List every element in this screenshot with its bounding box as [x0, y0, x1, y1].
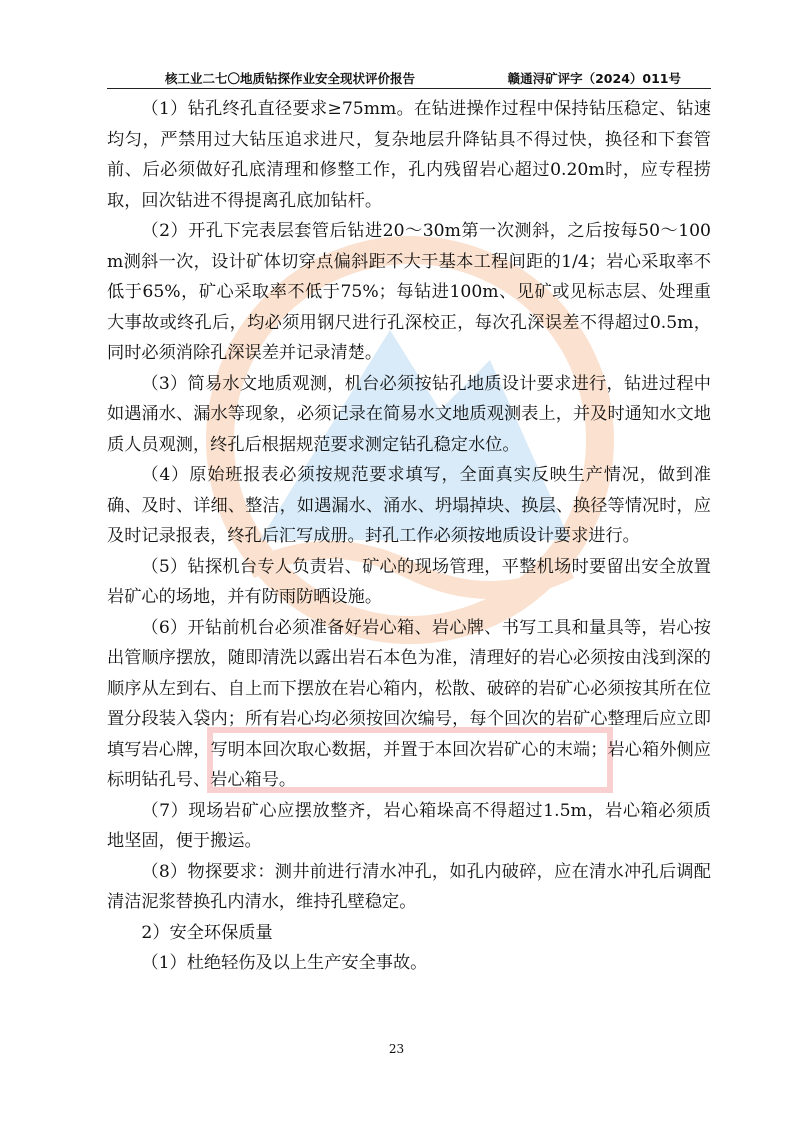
page-number: 23 — [388, 1042, 405, 1056]
paragraph-core-box: （6）开钻前机台必须准备好岩心箱、岩心牌、书写工具和量具等，岩心按出管顺序摆放，随即清洗以露出岩石本色为准，清理好的岩心必须按由浅到深的顺序从左到右、自上而下摆放在岩心箱内，松散、破碎的岩矿心必须按其所在位置分段装入袋内；所有岩心均必须按回次编号，每个回次的岩矿心整理后应立即填写岩心牌，写明本回次取心数据，并置于本回次岩矿心的末端；岩心箱外侧应标明钻孔号、岩心箱号。 — [107, 617, 711, 790]
paragraph-drilling-diameter: （1）钻孔终孔直径要求≥75mm。在钻进操作过程中保持钻压稳定、钻速均匀，严禁用过大钻压追求进尺，复杂地层升降钻具不得过快，换径和下套管前、后必须做好孔底清理和修整工作，孔内残留岩心超过0.20m时，应专程捞取，回次钻进不得提离孔底加钻杆。 — [107, 99, 711, 211]
paragraph-safety-goal: （1）杜绝轻伤及以上生产安全事故。 — [141, 953, 428, 973]
header-report-title: 核工业二七〇地质钻探作业安全现状评价报告 — [165, 71, 416, 86]
paragraph-core-site-management: （5）钻探机台专人负责岩、矿心的现场管理，平整机场时要留出安全放置岩矿心的场地，并有防雨防晒设施。 — [107, 556, 711, 607]
section-heading-safety-quality: 2）安全环保质量 — [141, 922, 273, 943]
header-document-number: 赣通浔矿评字（2024）011号 — [507, 71, 681, 86]
paragraph-hydrogeology: （3）简易水文地质观测，机台必须按钻孔地质设计要求进行，钻进过程中如遇涌水、漏水等现象，必须记录在简易水文地质观测表上，并及时通知水文地质人员观测，终孔后根据规范要求测定钻孔稳定水位。 — [107, 373, 711, 455]
document-body — [107, 94, 711, 979]
paragraph-inclination-survey: （2）开孔下完表层套管后钻进20～30m第一次测斜，之后按每50～100m测斜一次，设计矿体切穿点偏斜距不大于基本工程间距的1/4；岩心采取率不低于65%，矿心采取率不低于75%；每钻进100m、见矿或见标志层、处理重大事故或终孔后，均必须用钢尺进行孔深校正，每次孔深误差不得超过0.5m，同时必须消除孔深误差并记录清楚。 — [107, 221, 711, 363]
paragraph-geophysics: （8）物探要求：测井前进行清水冲孔，如孔内破碎，应在清水冲孔后调配清洁泥浆替换孔内清水，维持孔壁稳定。 — [107, 861, 711, 912]
paragraph-core-stacking: （7）现场岩矿心应摆放整齐，岩心箱垛高不得超过1.5m，岩心箱必须质地坚固，便于搬运。 — [107, 800, 711, 851]
page-header — [107, 68, 711, 89]
paragraph-shift-report: （4）原始班报表必须按规范要求填写，全面真实反映生产情况，做到准确、及时、详细、整洁，如遇漏水、涌水、坍塌掉块、换层、换径等情况时，应及时记录报表，终孔后汇写成册。封孔工作必须按地质设计要求进行。 — [107, 465, 711, 546]
